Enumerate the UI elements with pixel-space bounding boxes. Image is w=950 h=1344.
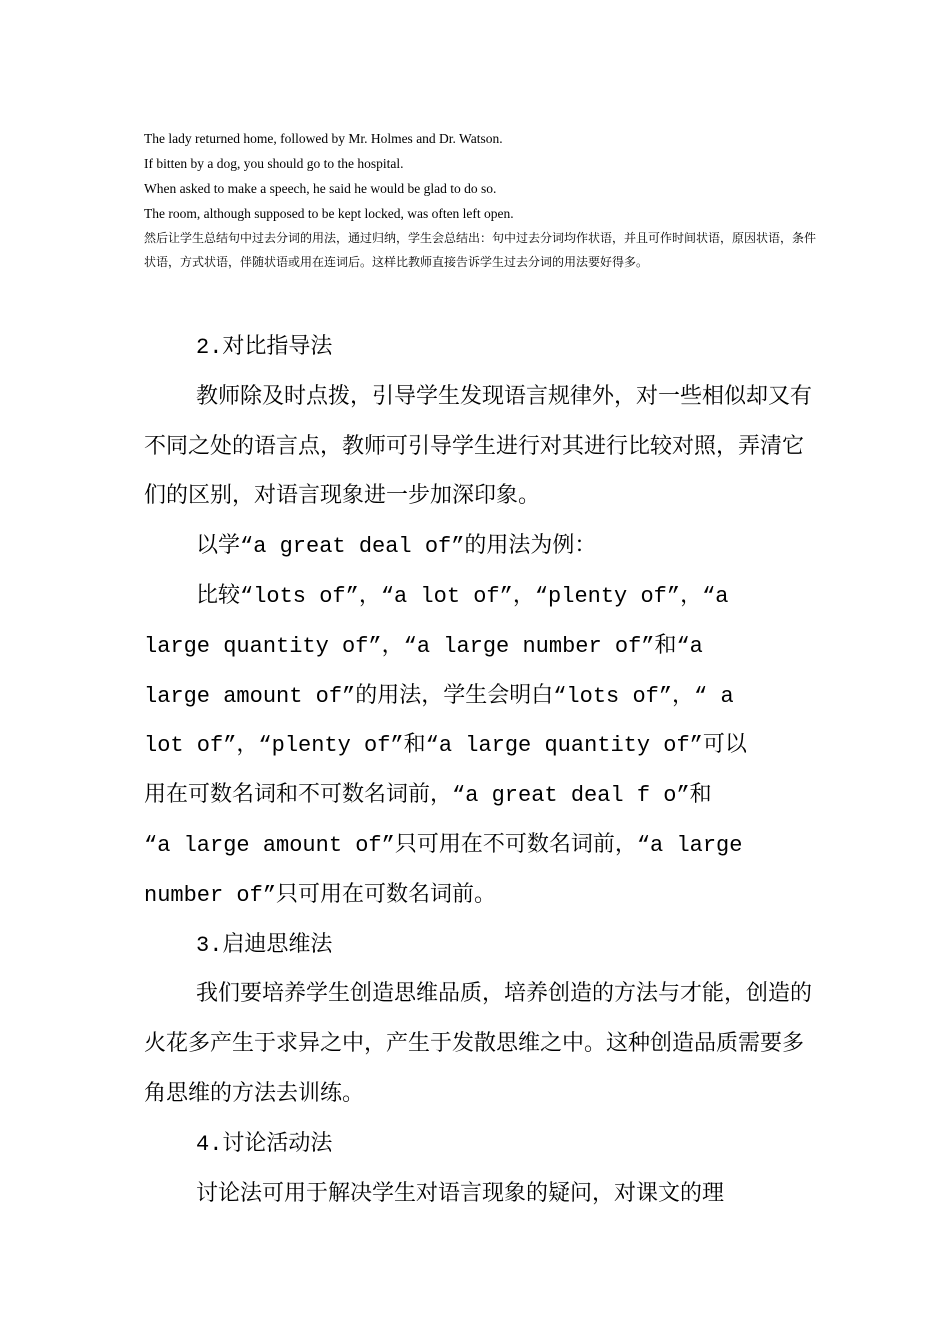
- section-4-paragraph: 讨论法可用于解决学生对语言现象的疑问，对课文的理: [196, 1181, 725, 1207]
- section-2-paragraph-2: 以学“a great deal of”的用法为例：: [196, 534, 597, 560]
- section-3-paragraph: 我们要培养学生创造思维品质，培养创造的方法与才能，创造的火花多产生于求异之中，产生于发散思维之中。这种创造品质需要多角思维的方法去训练。: [144, 982, 813, 1107]
- comparison-line-1: 比较“lots of”，“a lot of”，“plenty of”，“a: [196, 583, 729, 609]
- section-2-paragraph-3: [144, 572, 814, 921]
- comparison-line-5: 用在可数名词和不可数名词前，“a great deal f o”和: [144, 783, 712, 809]
- summary-paragraph: 然后让学生总结句中过去分词的用法，通过归纳，学生会总结出：句中过去分词均作状语，并且可作时间状语，原因状语，条件状语，方式状语，伴随状语或用在连词后。这样比教师直接告诉学生过去分词的用法要好得多。: [144, 231, 817, 269]
- comparison-line-6: “a large amount of”只可用在不可数名词前，“a large: [144, 832, 743, 858]
- comparison-line-3: large amount of”的用法，学生会明白“lots of”，“ a: [144, 683, 734, 709]
- section-4-heading: 4.讨论活动法: [196, 1131, 333, 1157]
- comparison-line-7: number of”只可用在可数名词前。: [144, 882, 497, 908]
- example-sentence-1: The lady returned home, followed by Mr. Holmes and Dr. Watson.: [144, 131, 503, 146]
- section-2-paragraph-1: 教师除及时点拨，引导学生发现语言规律外，对一些相似却又有不同之处的语言点，教师可引导学生进行对其进行比较对照，弄清它们的区别，对语言现象进一步加深印象。: [144, 384, 813, 510]
- section-2-heading: 2.对比指导法: [196, 335, 333, 360]
- example-sentence-4: The room, although supposed to be kept locked, was often left open.: [144, 206, 514, 221]
- main-content: [144, 323, 814, 1219]
- example-sentence-2: If bitten by a dog, you should go to the hospital.: [144, 156, 404, 171]
- comparison-line-2: large quantity of”，“a large number of”和“a: [144, 633, 703, 659]
- comparison-line-4: lot of”，“plenty of”和“a large quantity of”可以: [144, 733, 747, 759]
- example-sentences: [144, 126, 824, 274]
- section-3-heading: 3.启迪思维法: [196, 932, 333, 958]
- example-sentence-3: When asked to make a speech, he said he would be glad to do so.: [144, 181, 497, 196]
